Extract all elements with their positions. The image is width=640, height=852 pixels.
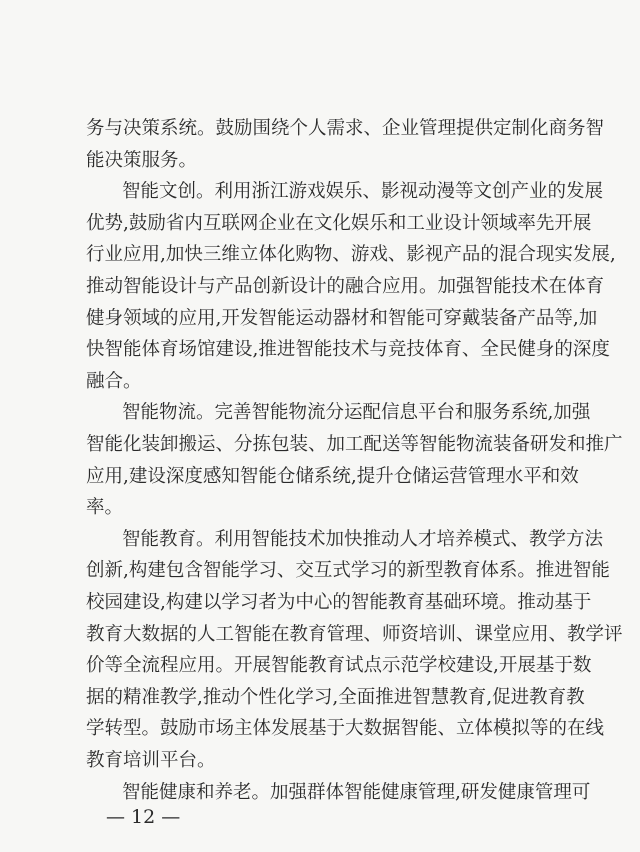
text-line-19: 据的精准教学,推动个性化学习,全面推进智慧教育,促进教育教 — [86, 687, 585, 708]
text-line-21: 教育培训平台。 — [86, 750, 216, 771]
text-line-5: 行业应用,加快三维立体化购物、游戏、影视产品的混合现实发展, — [86, 244, 616, 265]
text-line-7: 健身领域的应用,开发智能运动器材和智能可穿戴装备产品等,加 — [86, 308, 598, 329]
text-line-9: 融合。 — [86, 371, 142, 392]
text-line-8: 快智能体育场馆建设,推进智能技术与竞技体育、全民健身的深度 — [86, 339, 610, 360]
text-line-17: 教育大数据的人工智能在教育管理、师资培训、课堂应用、教学评 — [86, 624, 623, 645]
text-line-4: 优势,鼓励省内互联网企业在文化娱乐和工业设计领域率先开展 — [86, 213, 592, 234]
text-line-1: 务与决策系统。鼓励围绕个人需求、企业管理提供定制化商务智 — [86, 118, 605, 139]
paragraph-smart-education-heading: 智能教育。利用智能技术加快推动人才培养模式、教学方法 — [122, 529, 604, 550]
text-line-13: 率。 — [86, 497, 124, 518]
paragraph-smart-culture-heading: 智能文创。利用浙江游戏娱乐、影视动漫等文创产业的发展 — [122, 181, 604, 202]
text-line-2: 能决策服务。 — [86, 150, 198, 171]
page-number: — 12 — — [106, 806, 181, 828]
text-line-12: 应用,建设深度感知智能仓储系统,提升仓储运营管理水平和效 — [86, 466, 579, 487]
text-line-15: 创新,构建包含智能学习、交互式学习的新型教育体系。推进智能 — [86, 560, 610, 581]
paragraph-smart-logistics-heading: 智能物流。完善智能物流分运配信息平台和服务系统,加强 — [122, 402, 591, 423]
text-line-22: 智能健康和养老。加强群体智能健康管理,研发健康管理可 — [122, 782, 591, 803]
text-line-6: 推动智能设计与产品创新设计的融合应用。加强智能技术在体育 — [86, 276, 605, 297]
text-line-18: 价等全流程应用。开展智能教育试点示范学校建设,开展基于数 — [86, 655, 592, 676]
text-line-20: 学转型。鼓励市场主体发展基于大数据智能、立体模拟等的在线 — [86, 718, 605, 739]
text-line-16: 校园建设,构建以学习者为中心的智能教育基础环境。推动基于 — [86, 592, 592, 613]
text-line-11: 智能化装卸搬运、分拣包装、加工配送等智能物流装备研发和推广 — [86, 434, 623, 455]
